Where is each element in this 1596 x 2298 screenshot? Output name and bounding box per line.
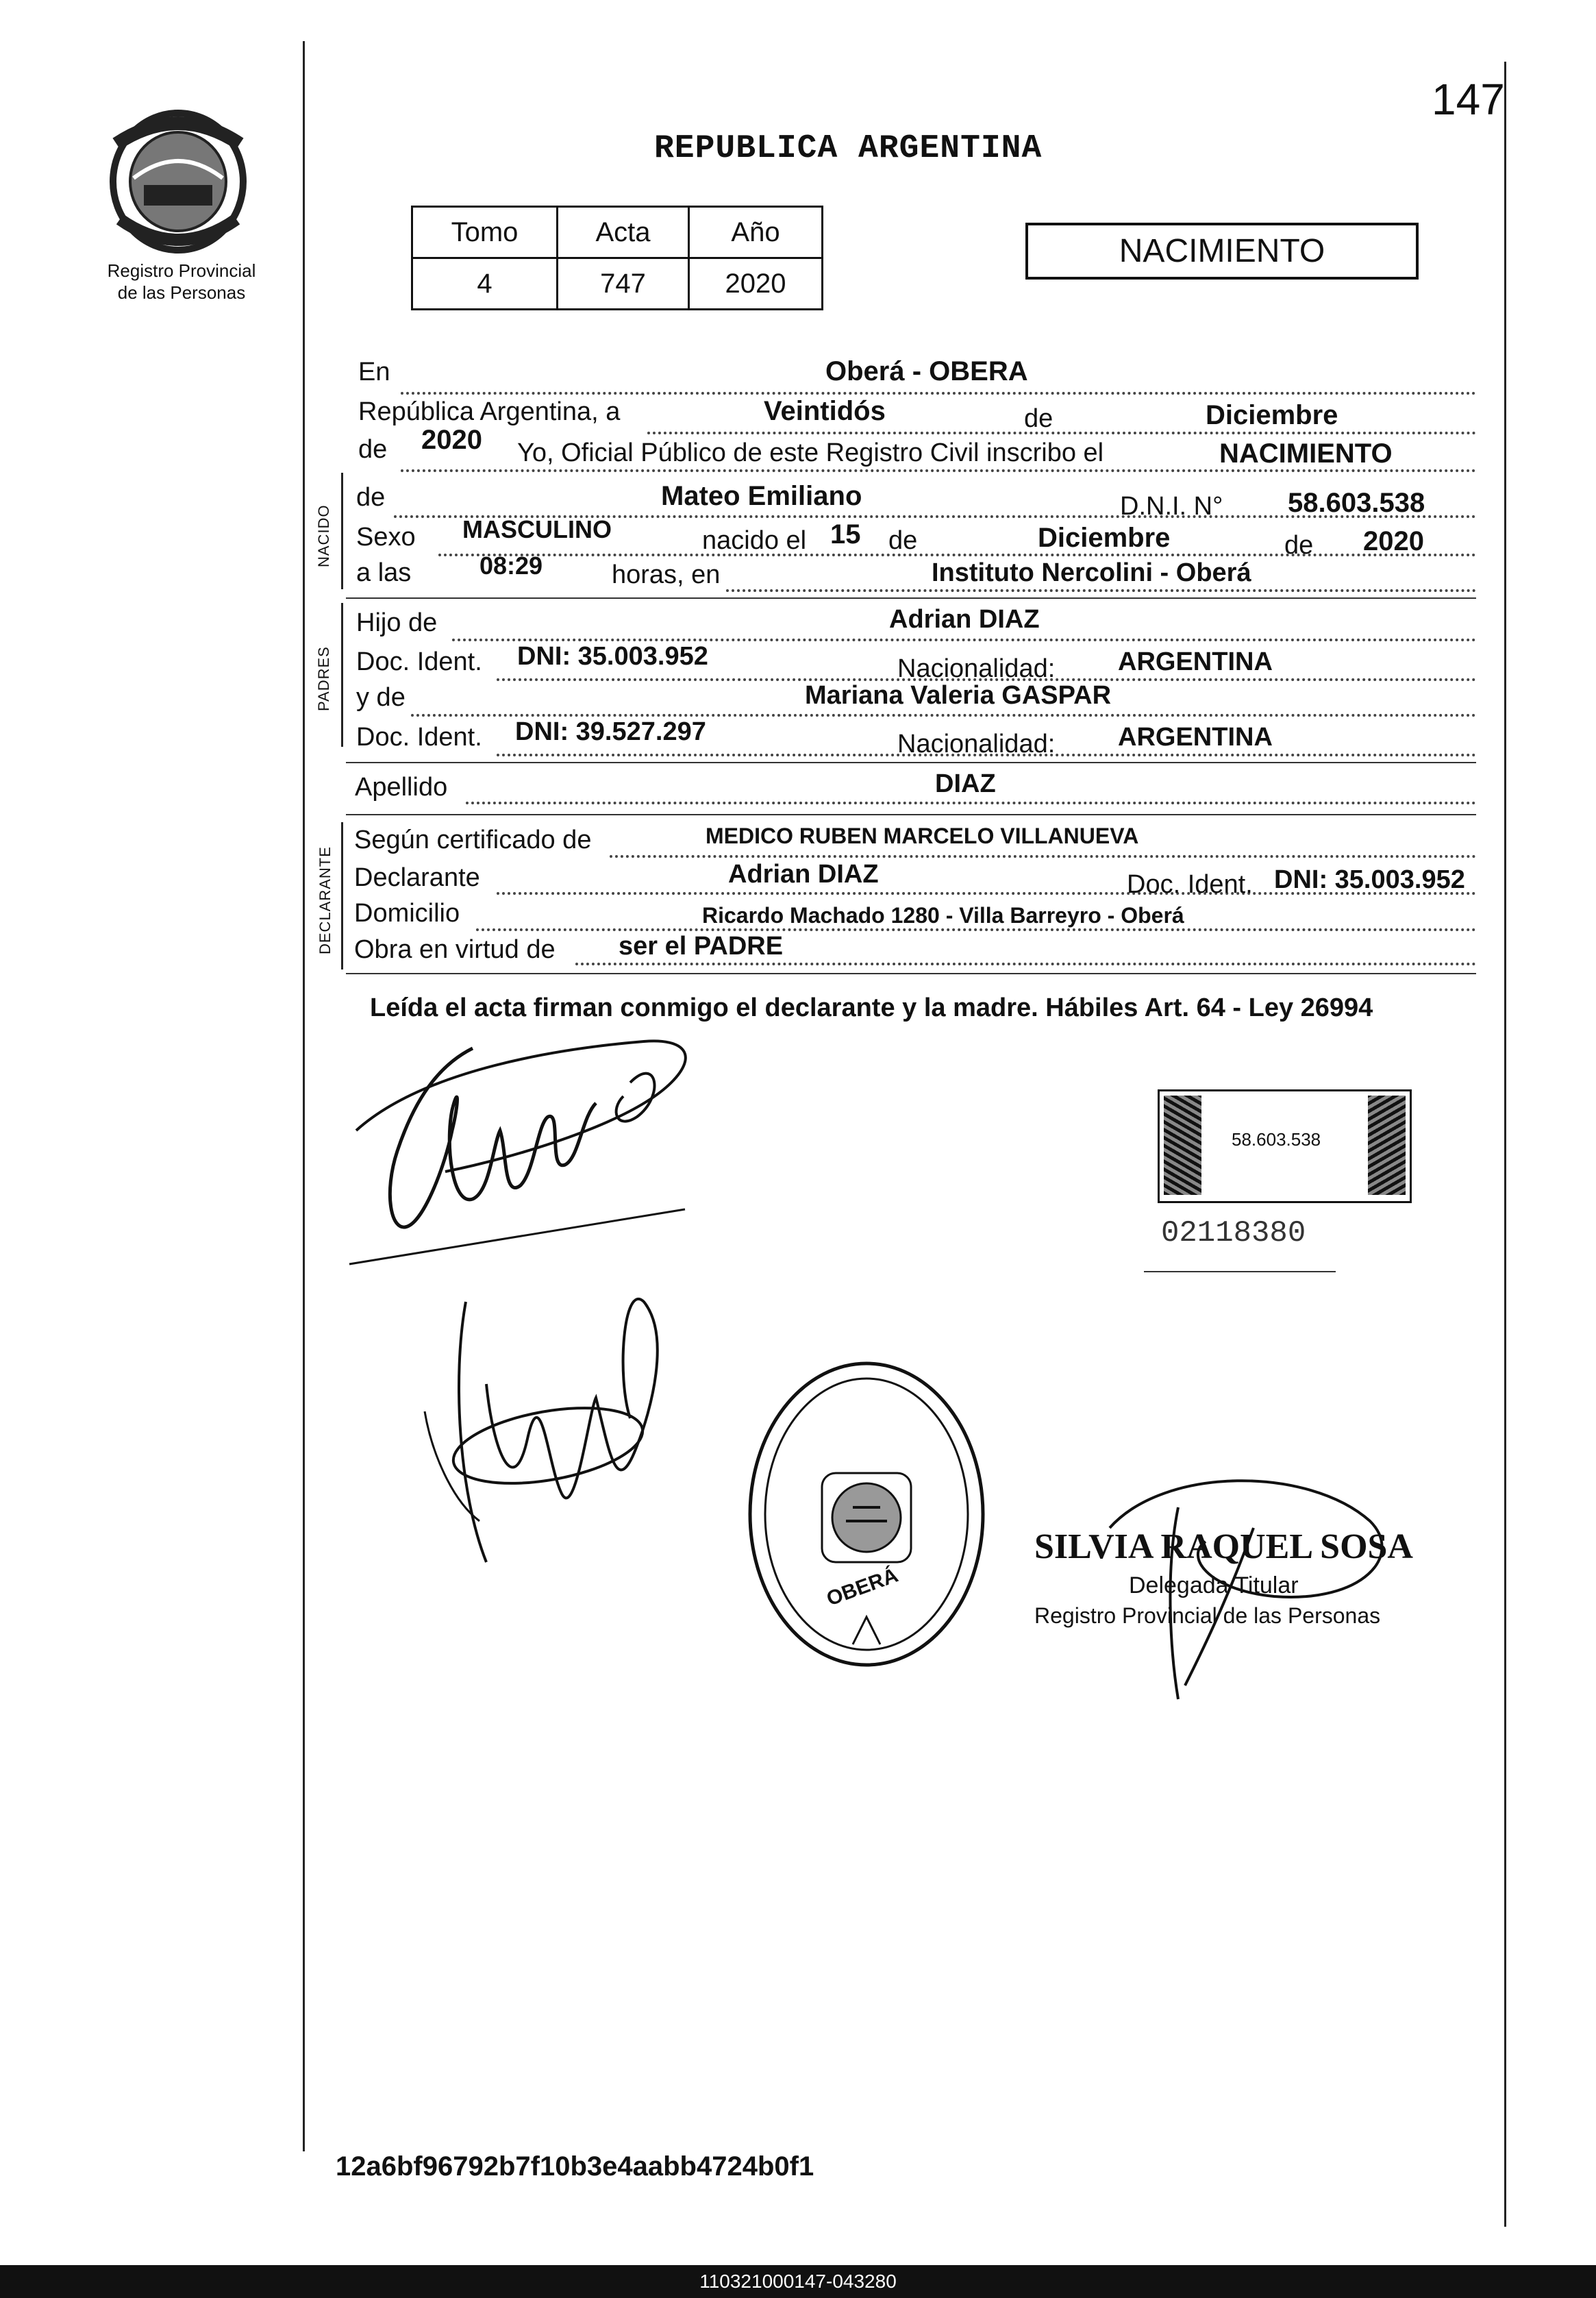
value-dia-nac: 15 xyxy=(830,519,861,549)
value-apellido: DIAZ xyxy=(935,769,996,798)
value-madre: Mariana Valeria GASPAR xyxy=(805,681,1112,710)
fingerprint-box xyxy=(1158,1089,1412,1203)
table-value-tomo: 4 xyxy=(412,258,558,310)
left-margin-line xyxy=(303,41,305,2151)
value-certificado: MEDICO RUBEN MARCELO VILLANUEVA xyxy=(706,824,1139,848)
dotted-line xyxy=(575,963,1476,965)
label-de-name: de xyxy=(356,483,386,512)
dotted-line xyxy=(452,639,1476,641)
label-dni: D.N.I. N° xyxy=(1120,492,1223,521)
label-a-las: a las xyxy=(356,558,412,587)
declarante-bracket xyxy=(341,822,343,969)
value-tipo: NACIMIENTO xyxy=(1219,438,1393,469)
dotted-line xyxy=(438,554,1476,556)
footer-bar xyxy=(0,2265,1596,2298)
side-label-nacido: NACIDO xyxy=(315,504,332,567)
value-sexo: MASCULINO xyxy=(462,515,612,543)
value-padre-doc: DNI: 35.003.952 xyxy=(517,642,708,671)
dotted-line xyxy=(401,392,1476,395)
value-lugar: Oberá - OBERA xyxy=(825,356,1028,386)
label-de3: de xyxy=(1284,531,1314,560)
label-doc-ident-madre: Doc. Ident. xyxy=(356,723,482,752)
dotted-line xyxy=(466,802,1476,804)
label-nacido: nacido el xyxy=(702,526,807,555)
nacido-bracket xyxy=(341,473,343,589)
side-label-padres: PADRES xyxy=(315,646,332,711)
section-divider xyxy=(346,973,1476,974)
fingerprint-number: 02118380 xyxy=(1161,1216,1306,1250)
value-declarante-doc: DNI: 35.003.952 xyxy=(1274,865,1465,894)
value-anio-nac: 2020 xyxy=(1363,526,1424,556)
value-dni: 58.603.538 xyxy=(1288,488,1425,518)
country-title: REPUBLICA ARGENTINA xyxy=(654,130,1043,167)
fingerprint-dni: 58.603.538 xyxy=(1232,1129,1321,1150)
padres-bracket xyxy=(341,603,343,747)
label-de-year: de xyxy=(358,435,388,464)
official-name: SILVIA RAQUEL SOSA xyxy=(1034,1527,1413,1566)
value-anio: 2020 xyxy=(421,425,482,455)
fingerprint-left-icon xyxy=(1164,1096,1201,1195)
stamp-city: OBERÁ xyxy=(823,1564,901,1611)
label-apellido: Apellido xyxy=(355,773,448,802)
document-type-box: NACIMIENTO xyxy=(1025,223,1419,280)
official-stamp xyxy=(743,1357,990,1672)
value-madre-doc: DNI: 39.527.297 xyxy=(515,717,706,746)
declarant-signature xyxy=(342,1028,699,1274)
label-en: En xyxy=(358,358,390,386)
label-hijo-de: Hijo de xyxy=(356,608,438,637)
label-y-de: y de xyxy=(356,683,406,712)
table-header-anio: Año xyxy=(689,207,823,258)
table-header-acta: Acta xyxy=(558,207,689,258)
side-label-declarante: DECLARANTE xyxy=(316,846,334,954)
registry-name-line2: de las Personas xyxy=(117,282,246,303)
value-domicilio: Ricardo Machado 1280 - Villa Barreyro - Oberá xyxy=(702,903,1184,928)
registry-name-line1: Registro Provincial xyxy=(107,260,256,281)
dotted-line xyxy=(497,754,1476,756)
table-value-anio: 2020 xyxy=(689,258,823,310)
document-hash: 12a6bf96792b7f10b3e4aabb4724b0f1 xyxy=(336,2151,814,2182)
label-doc-ident-declarante: Doc. Ident. xyxy=(1127,870,1253,899)
value-dia-letras: Veintidós xyxy=(764,396,886,426)
official-office: Registro Provincial de las Personas xyxy=(1034,1603,1381,1628)
table-value-acta: 747 xyxy=(558,258,689,310)
mother-signature xyxy=(411,1274,726,1590)
closing-statement: Leída el acta firman conmigo el declarante y la madre. Hábiles Art. 64 - Ley 26994 xyxy=(370,993,1373,1022)
registry-table xyxy=(411,206,823,310)
right-margin-line xyxy=(1504,62,1506,2227)
province-seal xyxy=(103,103,253,254)
label-obra: Obra en virtud de xyxy=(354,935,556,964)
label-republica: República Argentina, a xyxy=(358,397,621,426)
label-declarante: Declarante xyxy=(354,863,480,892)
label-horas: horas, en xyxy=(612,560,721,589)
dotted-line xyxy=(401,469,1476,472)
value-padre: Adrian DIAZ xyxy=(889,605,1040,634)
label-inscribo: Yo, Oficial Público de este Registro Civil inscribo el xyxy=(517,438,1104,467)
table-header-tomo: Tomo xyxy=(412,207,558,258)
value-lugar-nac: Instituto Nercolini - Oberá xyxy=(932,558,1251,587)
label-de2: de xyxy=(888,526,918,555)
dotted-line xyxy=(476,928,1476,931)
label-nacionalidad-padre: Nacionalidad: xyxy=(897,654,1056,683)
fingerprint-underline xyxy=(1144,1271,1336,1272)
label-domicilio: Domicilio xyxy=(354,899,460,928)
barcode-text: 110321000147-043280 xyxy=(699,2271,897,2292)
label-segun: Según certificado de xyxy=(354,826,592,854)
dotted-line xyxy=(726,589,1476,592)
fingerprint-right-icon xyxy=(1368,1096,1406,1195)
section-divider xyxy=(346,814,1476,815)
label-sexo: Sexo xyxy=(356,523,416,552)
value-mes: Diciembre xyxy=(1206,400,1338,430)
dotted-line xyxy=(647,432,1476,434)
label-de: de xyxy=(1024,404,1053,433)
label-doc-ident-padre: Doc. Ident. xyxy=(356,647,482,676)
value-virtud: ser el PADRE xyxy=(619,932,784,961)
dotted-line xyxy=(411,714,1476,717)
value-madre-nac: ARGENTINA xyxy=(1118,723,1273,752)
section-divider xyxy=(346,597,1476,599)
page-number: 147 xyxy=(1432,75,1505,124)
value-nombre: Mateo Emiliano xyxy=(661,481,862,511)
section-divider xyxy=(346,762,1476,763)
value-hora: 08:29 xyxy=(479,552,543,580)
official-title: Delegada Titular xyxy=(1129,1572,1299,1598)
label-nacionalidad-madre: Nacionalidad: xyxy=(897,730,1056,758)
value-mes-nac: Diciembre xyxy=(1038,523,1171,553)
value-padre-nac: ARGENTINA xyxy=(1118,647,1273,676)
value-declarante: Adrian DIAZ xyxy=(728,860,879,889)
dotted-line xyxy=(610,855,1476,858)
